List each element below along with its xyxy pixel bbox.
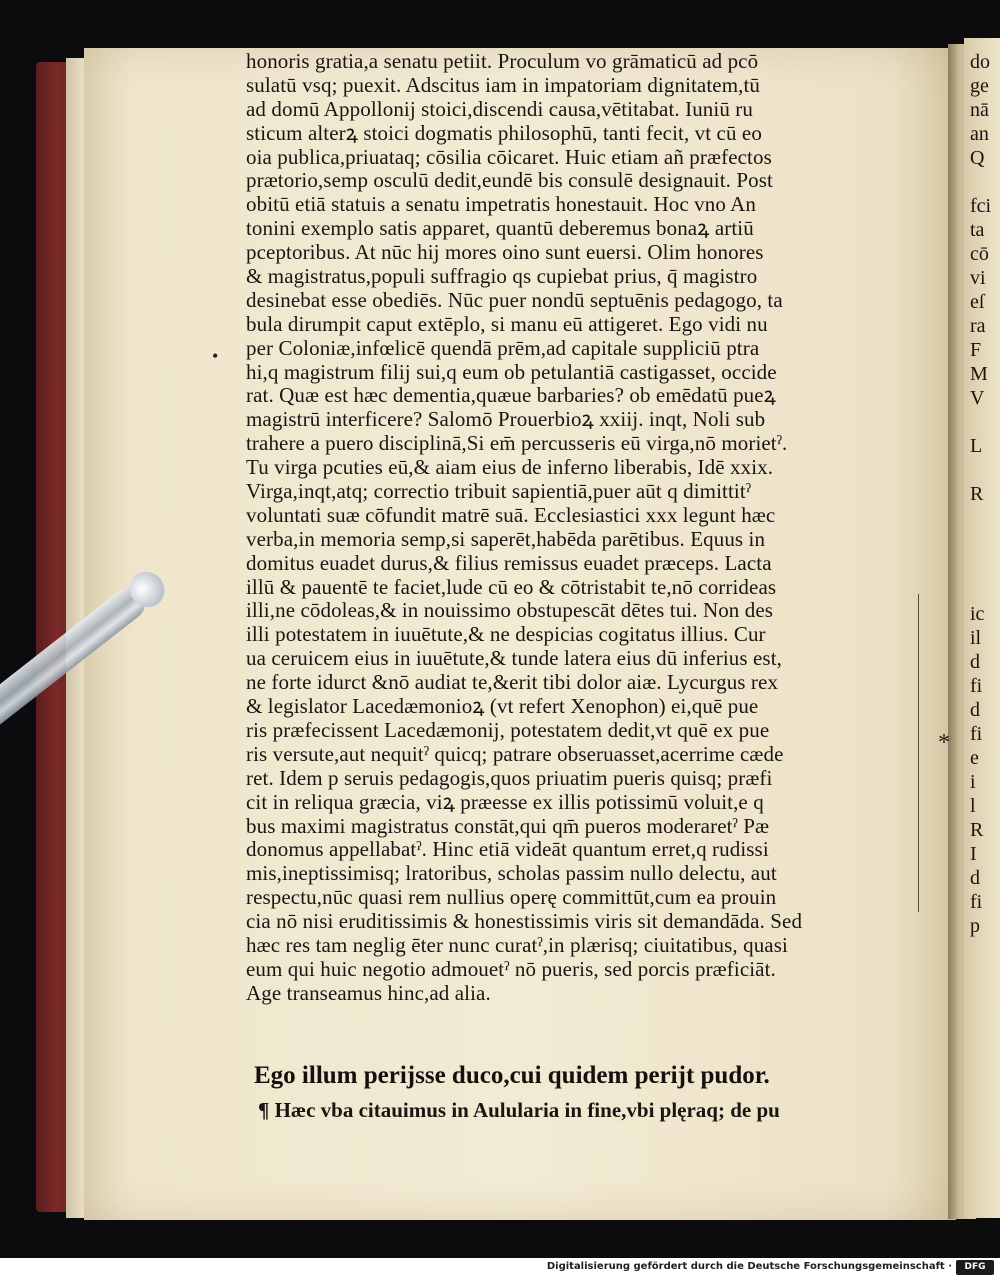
facing-page-fragment: eſ (970, 291, 985, 313)
text-line: hæc res tam neglig ēter nunc curatˀ,in plærisq; ciuitatibus, quasi (246, 932, 788, 957)
facing-page-fragment (970, 170, 1000, 194)
margin-bullet: • (212, 346, 219, 366)
facing-page-fragment: il (970, 627, 982, 649)
text-line: rat. Quæ est hæc dementia,quæue barbaries? ob emēdatū pueꝝ (246, 383, 776, 408)
section-heading: Ego illum perijsse duco,cui quidem perijt pudor. (254, 1062, 770, 1089)
text-line: Tu virga pcuties eū,& aiam eius de inferno liberabis, Idē xxix. (246, 455, 774, 480)
text-line: ris præfecissent Lacedæmonij, potestatem dedit,vt quē ex pue (246, 717, 770, 742)
text-line: tonini exemplo satis apparet, quantū deberemus bonaꝝ artiū (246, 216, 754, 241)
facing-page-fragment: fi (970, 675, 983, 697)
text-line: honoris gratia,a senatu petiit. Proculum vo grāmaticū ad pcō (246, 49, 759, 73)
facing-page-fragment: fi (970, 891, 983, 913)
text-line: mis,ineptissimisq; lratoribus, scholas passim nullo delectu, aut (246, 861, 777, 886)
text-line: pceptoribus. At nūc hij mores oino sunt euersi. Olim honores (246, 240, 764, 265)
text-line: bula dirumpit caput extēplo, si manu eū attigeret. Ego vidi nu (246, 311, 768, 336)
facing-page-fragment: I (970, 843, 977, 865)
facing-page-fragment (970, 458, 1000, 482)
text-line: obitū etiā statuis a senatu impetratis honestauit. Hoc vno An (246, 192, 757, 217)
facing-page-fragment: V (970, 387, 985, 409)
facing-page-fragment: i (970, 771, 976, 793)
text-line: hi,q magistrum filij sui,q eum ob petulantiā castigasset, occide (246, 359, 777, 384)
text-line: oia publica,priuataq; cōsilia cōicaret. Huic etiam añ præfectos (246, 144, 772, 169)
page-body-text (246, 50, 918, 1006)
text-line: Virga,inqt,atq; correctio tribuit sapientiā,puer aūt q dimittitˀ (246, 479, 752, 504)
text-line: trahere a puero disciplinā,Si em̄ percusseris eū virga,nō morietˀ. (246, 431, 788, 456)
facing-page-fragment: ge (970, 75, 989, 97)
facing-page-fragment (970, 578, 1000, 602)
text-line: ris versute,aut nequitˀ quicq; patrare obseruasset,acerrime cæde (246, 741, 784, 766)
facing-page-fragment: ic (970, 603, 985, 625)
facing-page-fragment: ra (970, 315, 986, 337)
footer-bar (0, 1258, 1000, 1277)
text-line: sulatū vsq; puexit. Adscitus iam in impatoriam dignitatem,tū (246, 72, 761, 97)
facing-page-fragment: d (970, 867, 980, 889)
facing-page-fragment (970, 506, 1000, 530)
text-line: illū & pauentē te faciet,lude cū eo & cōtristabit te,nō corrideas (246, 574, 777, 599)
facing-page-fragment: d (970, 699, 980, 721)
text-line: bus maximi magistratus constāt,qui qm̄ pueros moderaretˀ Pæ (246, 813, 770, 838)
text-line: Age transeamus hinc,ad alia. (246, 980, 491, 1005)
facing-page-fragment: do (970, 51, 990, 73)
dfg-logo-icon: DFG (956, 1260, 994, 1275)
text-line: desinebat esse obediēs. Nūc puer nondū septuēnis pedagogo, ta (246, 287, 783, 312)
facing-page-text (970, 50, 1000, 938)
facing-page-fragment: M (970, 363, 988, 385)
facing-page-fragment: Q (970, 147, 985, 169)
facing-page-fragment: e (970, 747, 979, 769)
text-line: prætorio,semp osculū dedit,eundē bis consulē designauit. Post (246, 168, 773, 193)
facing-page-fragment: p (970, 915, 980, 937)
text-line: illi potestatem in iuuētute,& ne despicias cogitatus illius. Cur (246, 622, 766, 647)
text-line: ad domū Appollonij stoici,discendi causa,vētitabat. Iuniū ru (246, 96, 753, 121)
text-line: respectu,nūc quasi rem nullius operę committūt,cum ea prouin (246, 885, 777, 910)
facing-page-fragment: fci (970, 195, 992, 217)
text-line: cit in reliqua græcia, viꝝ præesse ex illis potissimū voluit,e q (246, 789, 764, 814)
text-line: per Coloniæ,infœlicē quendā prēm,ad capitale suppliciū ptra (246, 335, 760, 360)
facing-page-fragment (970, 530, 1000, 554)
text-line: ret. Idem p seruis pedagogis,quos priuatim pueris quisq; præfi (246, 765, 773, 790)
facing-page-fragment: cō (970, 243, 989, 265)
facing-page-fragment: F (970, 339, 982, 361)
facing-page-fragment (970, 410, 1000, 434)
facing-page-fragment: l (970, 795, 976, 817)
text-line: cia nō nisi eruditissimis & honestissimis viris sit demandāda. Sed (246, 909, 803, 934)
facing-page-fragment: L (970, 435, 983, 457)
text-line: & legislator Lacedæmonioꝝ (vt refert Xenophon) ei,quē pue (246, 694, 759, 719)
text-line: donomus appellabatˀ. Hinc etiā videāt quantum erret,q rudissi (246, 837, 769, 862)
text-line: verba,in memoria semp,si saperēt,habēda parētibus. Equus in (246, 526, 766, 551)
facing-page-fragment: ta (970, 219, 985, 241)
facing-page-fragment: nā (970, 99, 989, 121)
text-line: ua ceruicem eius in iuuētute,& tunde latera eius dū inferius est, (246, 646, 782, 671)
facing-page-fragment: R (970, 819, 984, 841)
facing-page-fragment: vi (970, 267, 986, 289)
text-line: illi,ne cōdoleas,& in nouissimo obstupescāt dētes tui. Non des (246, 598, 774, 623)
facing-page-fragment: d (970, 651, 980, 673)
text-line: domitus euadet durus,& filius remissus euadet præceps. Lacta (246, 550, 772, 575)
text-line: eum qui huic negotio admouetˀ nō pueris, sed porcis præficiāt. (246, 956, 776, 981)
section-first-line: ¶ Hæc vba citauimus in Aulularia in fine,vbi plęraq; de pu (258, 1098, 780, 1122)
facing-page-fragment: an (970, 123, 989, 145)
text-line: magistrū interficere? Salomō Prouerbioꝝ xxiij. inqt, Noli sub (246, 407, 766, 432)
margin-asterisk: * (938, 730, 950, 756)
text-line: sticum alterꝝ stoici dogmatis philosophū, tanti fecit, vt cū eo (246, 120, 762, 145)
margin-bracket (910, 594, 919, 912)
text-line: voluntati suæ cōfundit matrē suā. Ecclesiastici xxx legunt hæc (246, 502, 776, 527)
facing-page-fragment: fi (970, 723, 983, 745)
text-line: & magistratus,populi suffragio qs cupiebat prius, q̄ magistro (246, 264, 758, 289)
facing-page-fragment: R (970, 483, 984, 505)
facing-page-fragment (970, 554, 1000, 578)
text-line: ne forte idurct &nō audiat te,&erit tibi dolor aiæ. Lycurgus rex (246, 670, 779, 695)
footer-credit: Digitalisierung gefördert durch die Deutsche Forschungsgemeinschaft · (546, 1261, 952, 1272)
